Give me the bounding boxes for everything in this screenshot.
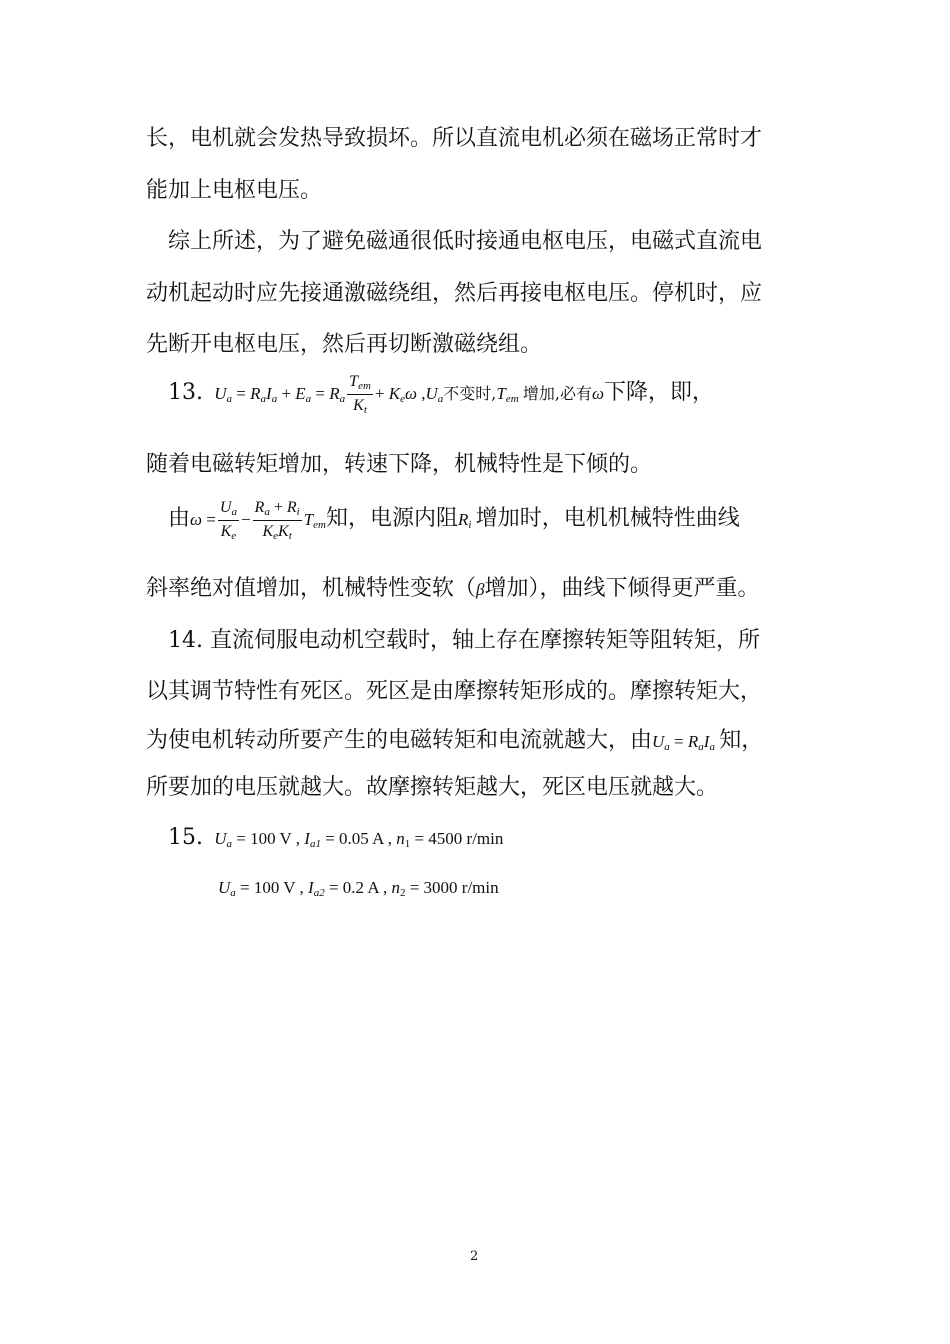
- eq13-text-1: 不变时,: [443, 383, 497, 403]
- text-line-9: 斜率绝对值增加，机械特性变软（β增加），曲线下倾得更严重。: [146, 576, 760, 601]
- equation-15-line-1: 15. $U_a = 100$ V , $I_{a1} = 0.05$ A , $n_1 = 4500$ r/min: [168, 825, 504, 850]
- text-line-3: 综上所述，为了避免磁通很低时接通电枢电压，电磁式直流电: [168, 229, 763, 254]
- equation-15-line-2: $U_a = 100$ V , $I_{a2} = 0.2$ A , $n_2 = 3000$ r/min: [218, 878, 499, 899]
- text-line-10: 14. 直流伺服电动机空载时，轴上存在摩擦转矩等阻转矩，所: [168, 628, 760, 653]
- text-line-4: 动机起动时应先接通激磁绕组，然后再接电枢电压。停机时，应: [146, 281, 763, 306]
- text-line-7: 随着电磁转矩增加，转速下降，机械特性是下倾的。: [146, 452, 653, 477]
- text-line-13: 所要加的电压就越大。故摩擦转矩越大，死区电压就越大。: [146, 775, 719, 800]
- text-line-12: 为使电机转动所要产生的电磁转矩和电流就越大，由$U_a = R_aI_a$ 知，: [146, 728, 764, 753]
- text-line-2: 能加上电枢电压。: [146, 178, 323, 203]
- equation-13: 13. $U_a = R_aI_a + E_a = R_a$ $\frac{T_{em}}{K_t}$ + $K_e\omega$ $,U_a$不变时$,T_{em}$ 增加,必有ω下降，即，: [168, 373, 715, 416]
- item-number-13: 13.: [168, 379, 203, 405]
- text-line-11: 以其调节特性有死区。死区是由摩擦转矩形成的。摩擦转矩大，: [146, 679, 763, 704]
- text-line-1: 长，电机就会发热导致损坏。所以直流电机必须在磁场正常时才: [146, 126, 763, 151]
- page-number: 2: [470, 1249, 479, 1264]
- eq13-text-3: 下降，即，: [604, 379, 715, 405]
- eq13-text-2: 增加,必有: [522, 383, 592, 403]
- equation-omega: 由ω = $\frac{U_a}{K_e}$ − $\frac{R_a + R_i}{K_eK_t}$ $T_{em}$知，电源内阻$R_i$ 增加时，电机机械特性曲线: [168, 499, 740, 542]
- text-line-5: 先断开电枢电压，然后再切断激磁绕组。: [146, 332, 543, 357]
